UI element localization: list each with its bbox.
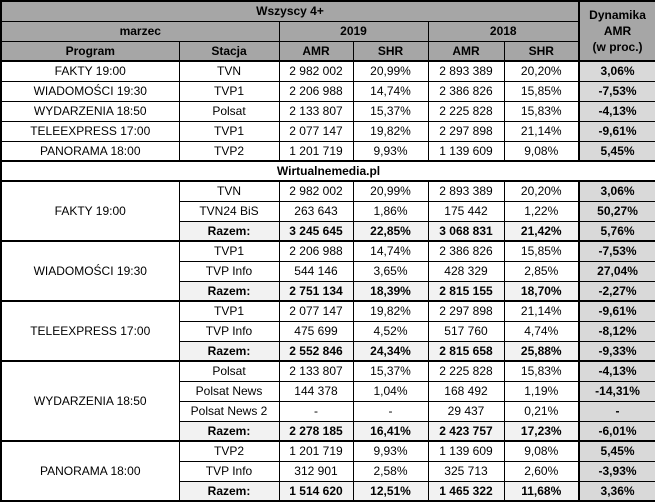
dynamics-cell: -3,93% <box>579 461 655 481</box>
amr-2019-column-header: AMR <box>279 41 353 61</box>
program-cell: WIADOMOŚCI 19:30 <box>1 241 179 301</box>
dynamics-cell: - <box>579 401 655 421</box>
shr-2019-cell: 2,58% <box>353 461 428 481</box>
amr-2019-cell: 475 699 <box>279 321 353 341</box>
shr-2019-cell: 1,86% <box>353 201 428 221</box>
amr-2018-cell: 1 465 322 <box>428 481 504 501</box>
amr-2019-cell: 312 901 <box>279 461 353 481</box>
station-cell: Razem: <box>179 481 279 501</box>
amr-2019-cell: 2 133 807 <box>279 101 353 121</box>
amr-2018-cell: 2 893 389 <box>428 61 504 81</box>
amr-2019-cell: 1 201 719 <box>279 441 353 461</box>
amr-2018-cell: 168 492 <box>428 381 504 401</box>
station-cell: Razem: <box>179 221 279 241</box>
amr-2019-cell: 544 146 <box>279 261 353 281</box>
amr-2018-cell: 2 815 658 <box>428 341 504 361</box>
station-cell: TVN24 BiS <box>179 201 279 221</box>
year-2018-header: 2018 <box>428 21 579 41</box>
amr-2019-cell: 2 206 988 <box>279 81 353 101</box>
shr-2019-cell: 14,74% <box>353 241 428 261</box>
table-row <box>1 361 655 381</box>
shr-2018-cell: 20,20% <box>504 61 579 81</box>
amr-2018-cell: 2 297 898 <box>428 301 504 321</box>
station-cell: TVP Info <box>179 461 279 481</box>
header-row-audience <box>1 1 655 21</box>
amr-2018-cell: 2 386 826 <box>428 241 504 261</box>
shr-2019-cell: 1,04% <box>353 381 428 401</box>
table-row <box>1 141 655 161</box>
station-cell: Razem: <box>179 421 279 441</box>
dynamics-cell: -7,53% <box>579 81 655 101</box>
shr-2019-cell: 24,34% <box>353 341 428 361</box>
dynamics-cell: 5,45% <box>579 441 655 461</box>
amr-2019-cell: 2 751 134 <box>279 281 353 301</box>
program-column-header: Program <box>1 41 179 61</box>
month-header: marzec <box>1 21 279 41</box>
shr-2019-cell: 18,39% <box>353 281 428 301</box>
shr-2018-cell: 2,60% <box>504 461 579 481</box>
shr-2019-cell: 20,99% <box>353 181 428 201</box>
dynamics-cell: 5,76% <box>579 221 655 241</box>
amr-2019-cell: 144 378 <box>279 381 353 401</box>
shr-2018-cell: 15,85% <box>504 81 579 101</box>
source-label: Wirtualnemedia.pl <box>1 161 655 181</box>
station-cell: TVP1 <box>179 81 279 101</box>
dynamics-cell: 3,06% <box>579 61 655 81</box>
amr-2019-cell: 263 643 <box>279 201 353 221</box>
shr-2018-cell: 11,68% <box>504 481 579 501</box>
amr-2018-cell: 325 713 <box>428 461 504 481</box>
shr-2019-cell: 20,99% <box>353 61 428 81</box>
dynamics-header-line: Dynamika <box>589 8 646 22</box>
shr-2019-cell: 9,93% <box>353 141 428 161</box>
dynamics-cell: 3,36% <box>579 481 655 501</box>
shr-2019-cell: 19,82% <box>353 301 428 321</box>
table-row <box>1 241 655 261</box>
shr-2019-cell: 3,65% <box>353 261 428 281</box>
dynamics-cell: -8,12% <box>579 321 655 341</box>
amr-2018-cell: 428 329 <box>428 261 504 281</box>
shr-2018-cell: 25,88% <box>504 341 579 361</box>
station-cell: Razem: <box>179 281 279 301</box>
station-cell: Polsat News 2 <box>179 401 279 421</box>
shr-2018-cell: 21,14% <box>504 121 579 141</box>
dynamics-header <box>579 1 655 61</box>
program-cell: TELEEXPRESS 17:00 <box>1 301 179 361</box>
shr-2018-cell: 21,14% <box>504 301 579 321</box>
amr-2019-cell: 1 514 620 <box>279 481 353 501</box>
shr-2019-cell: 15,37% <box>353 361 428 381</box>
table-row <box>1 101 655 121</box>
dynamics-header-line: (w proc.) <box>592 40 643 54</box>
amr-2019-cell: 2 278 185 <box>279 421 353 441</box>
station-cell: TVN <box>179 181 279 201</box>
amr-2019-cell: 2 552 846 <box>279 341 353 361</box>
program-cell: WYDARZENIA 18:50 <box>1 361 179 441</box>
station-cell: TVP1 <box>179 301 279 321</box>
station-cell: TVP Info <box>179 321 279 341</box>
amr-2019-cell: 2 206 988 <box>279 241 353 261</box>
program-cell: FAKTY 19:00 <box>1 181 179 241</box>
amr-2019-cell: - <box>279 401 353 421</box>
dynamics-cell: 5,45% <box>579 141 655 161</box>
amr-2018-cell: 2 815 155 <box>428 281 504 301</box>
shr-2019-column-header: SHR <box>353 41 428 61</box>
station-cell: TVP1 <box>179 121 279 141</box>
dynamics-cell: -7,53% <box>579 241 655 261</box>
shr-2018-cell: 0,21% <box>504 401 579 421</box>
station-cell: Polsat News <box>179 381 279 401</box>
table-row <box>1 121 655 141</box>
shr-2018-cell: 9,08% <box>504 441 579 461</box>
amr-2018-cell: 2 386 826 <box>428 81 504 101</box>
table-row <box>1 81 655 101</box>
header-row-period <box>1 21 655 41</box>
dynamics-cell: -9,61% <box>579 121 655 141</box>
shr-2018-cell: 4,74% <box>504 321 579 341</box>
shr-2019-cell: 14,74% <box>353 81 428 101</box>
dynamics-header-line: AMR <box>603 24 632 38</box>
dynamics-cell: 3,06% <box>579 181 655 201</box>
amr-2018-cell: 2 225 828 <box>428 101 504 121</box>
shr-2018-cell: 2,85% <box>504 261 579 281</box>
amr-2019-cell: 3 245 645 <box>279 221 353 241</box>
dynamics-cell: -14,31% <box>579 381 655 401</box>
program-cell: PANORAMA 18:00 <box>1 441 179 501</box>
amr-2019-cell: 2 133 807 <box>279 361 353 381</box>
station-cell: Polsat <box>179 101 279 121</box>
program-cell: FAKTY 19:00 <box>1 61 179 81</box>
amr-2019-cell: 2 077 147 <box>279 121 353 141</box>
amr-2019-cell: 1 201 719 <box>279 141 353 161</box>
shr-2018-cell: 1,22% <box>504 201 579 221</box>
station-cell: TVP Info <box>179 261 279 281</box>
station-cell: TVP2 <box>179 441 279 461</box>
table-row <box>1 61 655 81</box>
audience-header: Wszyscy 4+ <box>1 1 579 21</box>
amr-2018-cell: 517 760 <box>428 321 504 341</box>
amr-2018-cell: 175 442 <box>428 201 504 221</box>
amr-2018-cell: 1 139 609 <box>428 141 504 161</box>
shr-2019-cell: - <box>353 401 428 421</box>
amr-2019-cell: 2 982 002 <box>279 181 353 201</box>
dynamics-cell: -9,61% <box>579 301 655 321</box>
dynamics-cell: -2,27% <box>579 281 655 301</box>
program-cell: TELEEXPRESS 17:00 <box>1 121 179 141</box>
shr-2018-cell: 15,83% <box>504 101 579 121</box>
amr-2018-column-header: AMR <box>428 41 504 61</box>
amr-2019-cell: 2 077 147 <box>279 301 353 321</box>
table-row <box>1 181 655 201</box>
year-2019-header: 2019 <box>279 21 428 41</box>
table-row <box>1 301 655 321</box>
shr-2018-cell: 18,70% <box>504 281 579 301</box>
header-row-columns <box>1 41 655 61</box>
amr-2018-cell: 29 437 <box>428 401 504 421</box>
amr-2019-cell: 2 982 002 <box>279 61 353 81</box>
table-row <box>1 441 655 461</box>
amr-2018-cell: 2 893 389 <box>428 181 504 201</box>
station-cell: TVN <box>179 61 279 81</box>
station-cell: Polsat <box>179 361 279 381</box>
shr-2019-cell: 16,41% <box>353 421 428 441</box>
shr-2019-cell: 22,85% <box>353 221 428 241</box>
program-cell: WYDARZENIA 18:50 <box>1 101 179 121</box>
amr-2018-cell: 2 423 757 <box>428 421 504 441</box>
shr-2018-cell: 17,23% <box>504 421 579 441</box>
shr-2018-cell: 9,08% <box>504 141 579 161</box>
dynamics-cell: -9,33% <box>579 341 655 361</box>
shr-2018-column-header: SHR <box>504 41 579 61</box>
shr-2019-cell: 4,52% <box>353 321 428 341</box>
dynamics-cell: -4,13% <box>579 361 655 381</box>
amr-2018-cell: 2 225 828 <box>428 361 504 381</box>
amr-2018-cell: 2 297 898 <box>428 121 504 141</box>
station-column-header: Stacja <box>179 41 279 61</box>
shr-2018-cell: 15,85% <box>504 241 579 261</box>
dynamics-cell: -4,13% <box>579 101 655 121</box>
station-cell: Razem: <box>179 341 279 361</box>
shr-2019-cell: 12,51% <box>353 481 428 501</box>
program-cell: WIADOMOŚCI 19:30 <box>1 81 179 101</box>
dynamics-cell: 50,27% <box>579 201 655 221</box>
program-cell: PANORAMA 18:00 <box>1 141 179 161</box>
shr-2019-cell: 19,82% <box>353 121 428 141</box>
shr-2018-cell: 15,83% <box>504 361 579 381</box>
station-cell: TVP2 <box>179 141 279 161</box>
shr-2019-cell: 15,37% <box>353 101 428 121</box>
amr-2018-cell: 3 068 831 <box>428 221 504 241</box>
amr-2018-cell: 1 139 609 <box>428 441 504 461</box>
shr-2018-cell: 21,42% <box>504 221 579 241</box>
dynamics-cell: 27,04% <box>579 261 655 281</box>
shr-2019-cell: 9,93% <box>353 441 428 461</box>
source-row <box>1 161 655 181</box>
dynamics-cell: -6,01% <box>579 421 655 441</box>
shr-2018-cell: 1,19% <box>504 381 579 401</box>
station-cell: TVP1 <box>179 241 279 261</box>
shr-2018-cell: 20,20% <box>504 181 579 201</box>
